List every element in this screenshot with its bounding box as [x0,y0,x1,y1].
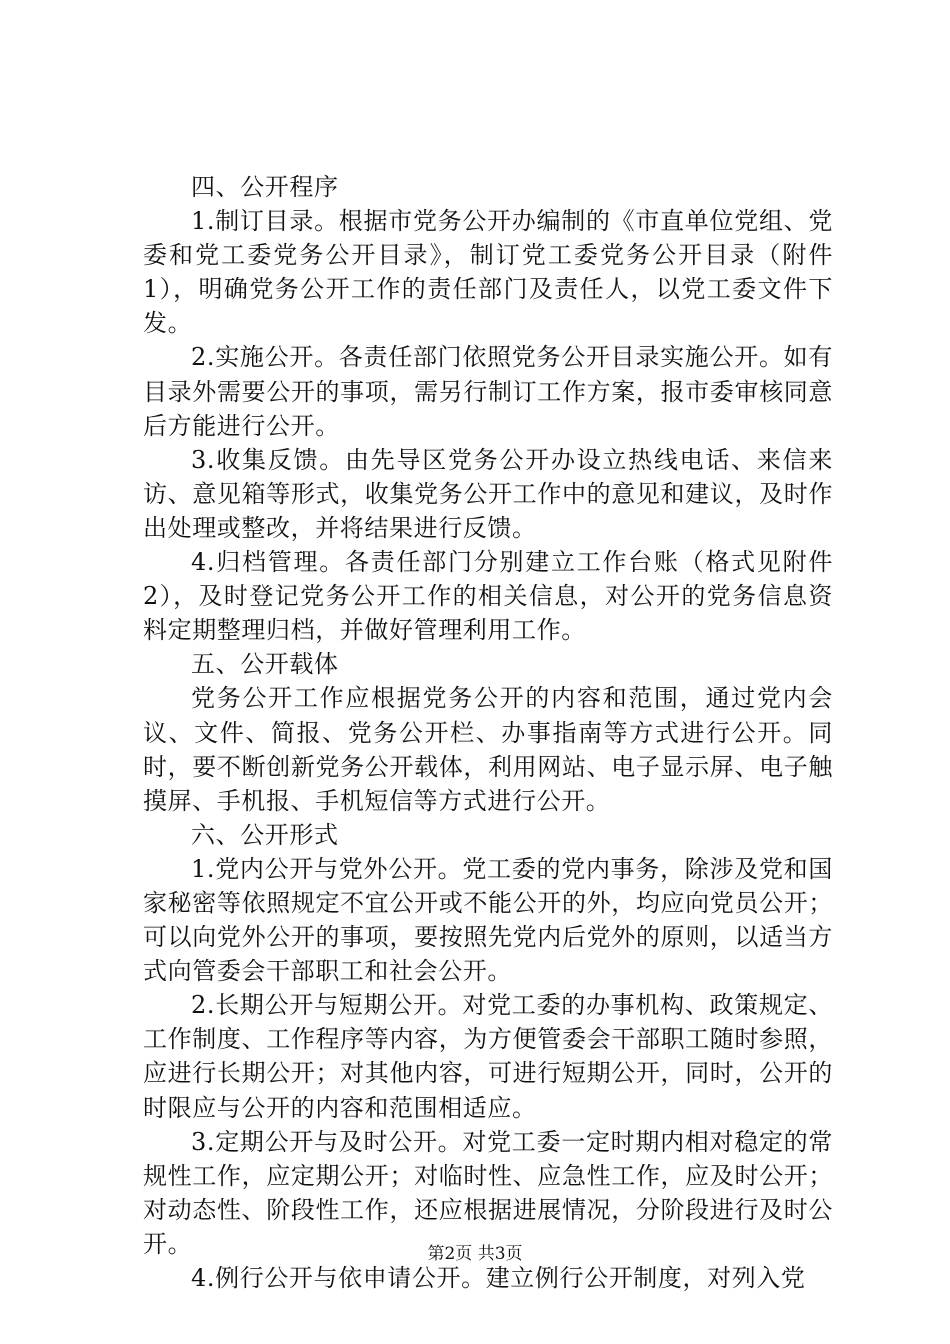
paragraph-long-short: 2.长期公开与短期公开。对党工委的办事机构、政策规定、工作制度、工作程序等内容，为方便管委会干部职工随时参照，应进行长期公开；对其他内容，可进行短期公开，同时，公开的时限应与公开的内容和范围相适应。 [143,991,833,1122]
paragraph-routine-request: 4.例行公开与依申请公开。建立例行公开制度，对列入党 [191,1264,806,1292]
paragraph-archive: 4.归档管理。各责任部门分别建立工作台账（格式见附件2），及时登记党务公开工作的相关信息，对公开的党务信息资料定期整理归档，并做好管理利用工作。 [143,548,833,645]
paragraph-regular-timely: 3.定期公开与及时公开。对党工委一定时期内相对稳定的常规性工作，应定期公开；对临时性、应急性工作，应及时公开；对动态性、阶段性工作，还应根据进展情况，分阶段进行及时公开。 [143,1127,833,1258]
paragraph-catalog: 1.制订目录。根据市党务公开办编制的《市直单位党组、党委和党工委党务公开目录》，制订党工委党务公开目录（附件1），明确党务公开工作的责任部门及责任人，以党工委文件下发。 [143,207,833,338]
section-heading-procedure: 四、公开程序 [191,173,339,201]
paragraph-feedback: 3.收集反馈。由先导区党务公开办设立热线电话、来信来访、意见箱等形式，收集党务公开工作中的意见和建议，及时作出处理或整改，并将结果进行反馈。 [143,445,833,542]
section-heading-carrier: 五、公开载体 [191,650,339,679]
paragraph-implementation: 2.实施公开。各责任部门依照党务公开目录实施公开。如有目录外需要公开的事项，需另行制订工作方案，报市委审核同意后方能进行公开。 [143,343,833,440]
paragraph-internal-external: 1.党内公开与党外公开。党工委的党内事务，除涉及党和国家秘密等依照规定不宜公开或不能公开的外，均应向党员公开；可以向党外公开的事项，要按照先党内后党外的原则，以适当方式向管委会干部职工和社会公开。 [143,854,833,986]
paragraph-carrier: 党务公开工作应根据党务公开的内容和范围，通过党内会议、文件、简报、党务公开栏、办事指南等方式进行公开。同时，要不断创新党务公开载体，利用网站、电子显示屏、电子触摸屏、手机报、手机短信等方式进行公开。 [143,684,833,815]
document-body [143,170,833,1295]
page-footer: 第2页 共3页 [427,1244,523,1264]
section-heading-form: 六、公开形式 [191,820,339,849]
